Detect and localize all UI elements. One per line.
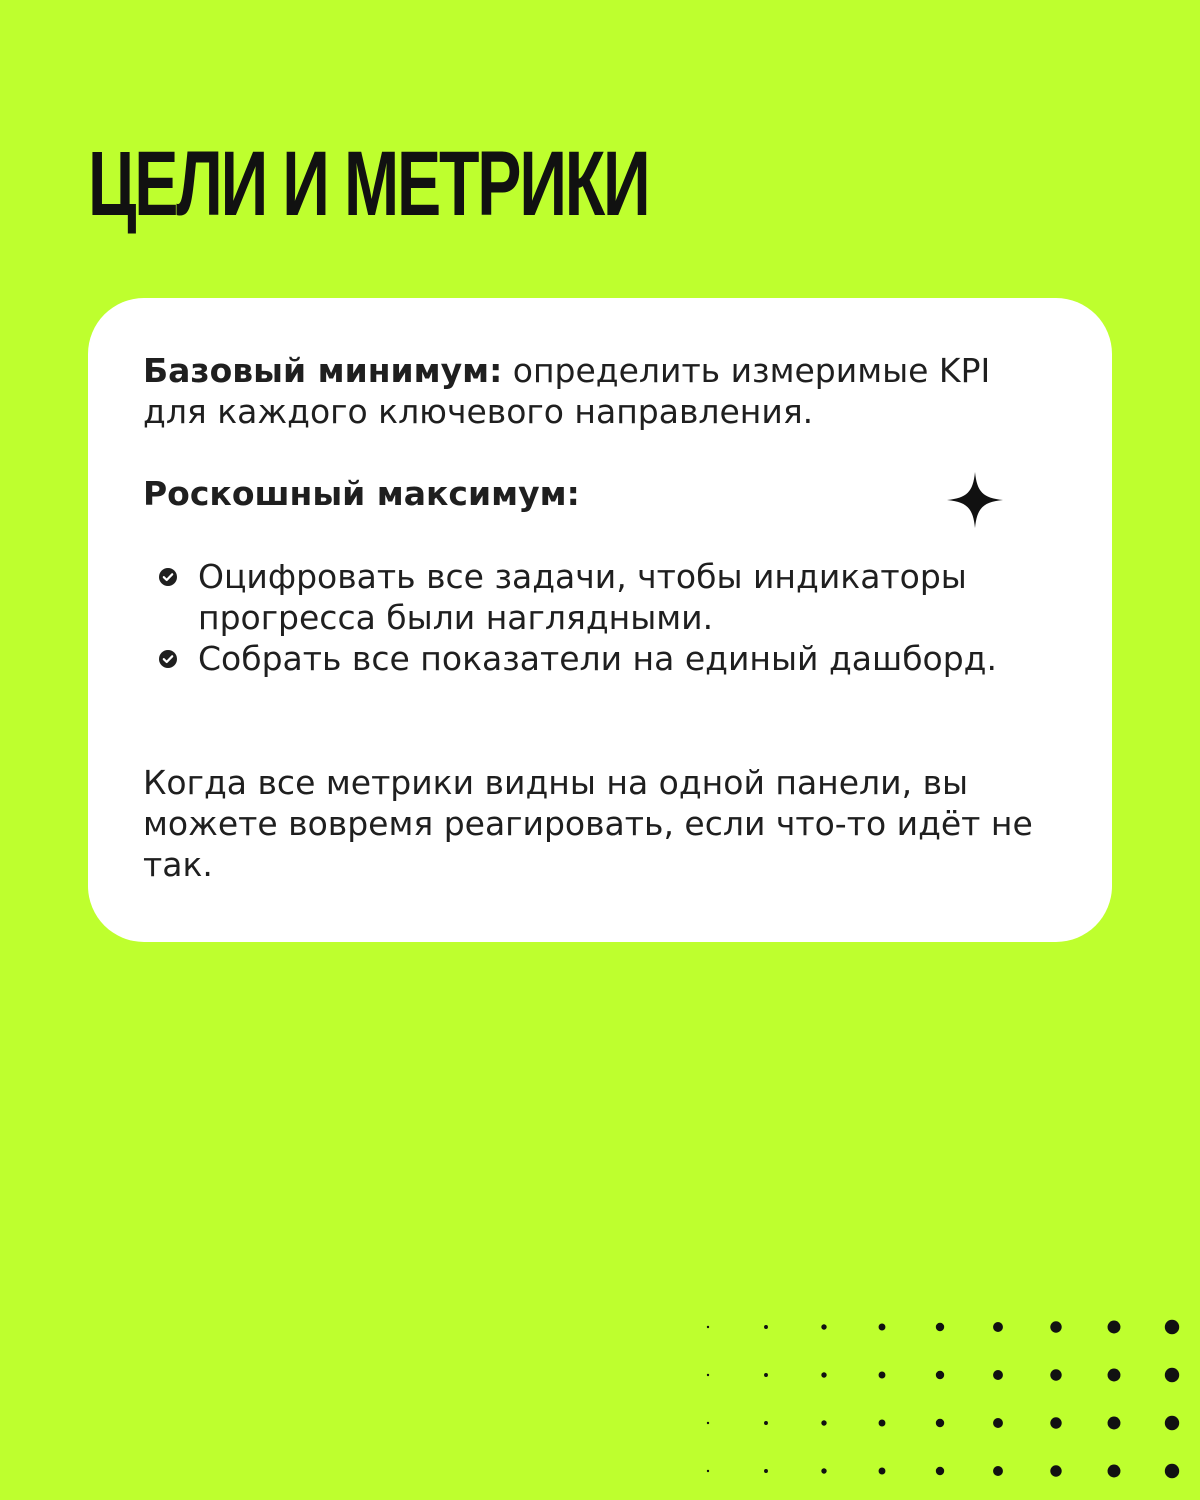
grid-dot (879, 1468, 886, 1475)
grid-dot (1165, 1368, 1179, 1382)
grid-dot (821, 1468, 826, 1473)
list-item (148, 556, 1048, 638)
grid-dot (764, 1469, 768, 1473)
grid-dot (707, 1422, 709, 1424)
basic-label: Базовый минимум: (143, 351, 503, 390)
grid-dot (936, 1323, 944, 1331)
grid-dot (1050, 1369, 1061, 1380)
basic-paragraph (143, 350, 1043, 432)
grid-dot (993, 1418, 1003, 1428)
grid-dot (821, 1324, 826, 1329)
list-item (148, 638, 1048, 679)
grid-dot (936, 1467, 944, 1475)
grid-dot (1050, 1417, 1061, 1428)
grid-dot (1165, 1416, 1179, 1430)
grid-dot (936, 1371, 944, 1379)
grid-dot (879, 1420, 886, 1427)
check-circle-icon (158, 567, 178, 587)
page-title: ЦЕЛИ И МЕТРИКИ (88, 133, 649, 235)
grid-dot (993, 1322, 1003, 1332)
grid-dot (821, 1420, 826, 1425)
grid-dot (764, 1325, 768, 1329)
grid-dot (1165, 1464, 1179, 1478)
luxury-list (148, 556, 1048, 679)
grid-dot (879, 1372, 886, 1379)
check-circle-icon (158, 649, 178, 669)
grid-dot (1108, 1465, 1121, 1478)
grid-dot (993, 1370, 1003, 1380)
grid-dot (821, 1372, 826, 1377)
luxury-label: Роскошный максимум: (143, 474, 580, 513)
grid-dot (1050, 1465, 1061, 1476)
grid-dot (1165, 1320, 1179, 1334)
grid-dot (993, 1466, 1003, 1476)
sparkle-icon (945, 470, 1005, 530)
grid-dot (936, 1419, 944, 1427)
basic-text: определить измеримые KPI для каждого ключевого направления. (143, 351, 991, 431)
grid-dot (1050, 1321, 1061, 1332)
grid-dot (1108, 1369, 1121, 1382)
grid-dot (707, 1470, 709, 1472)
grid-dot (764, 1373, 768, 1377)
list-item-text: Собрать все показатели на единый дашборд. (198, 639, 997, 678)
grid-dot (707, 1326, 709, 1328)
grid-dot (1108, 1417, 1121, 1430)
grid-dot (879, 1324, 886, 1331)
grid-dot (1108, 1321, 1121, 1334)
grid-dot (764, 1421, 768, 1425)
grid-dot (707, 1374, 709, 1376)
closing-paragraph: Когда все метрики видны на одной панели, вы можете вовремя реагировать, если что-то идёт не так. (143, 763, 1033, 884)
content-card (88, 298, 1112, 942)
dot-grid-decoration (680, 1300, 1200, 1500)
list-item-text: Оцифровать все задачи, чтобы индикаторы прогресса были наглядными. (198, 557, 967, 637)
